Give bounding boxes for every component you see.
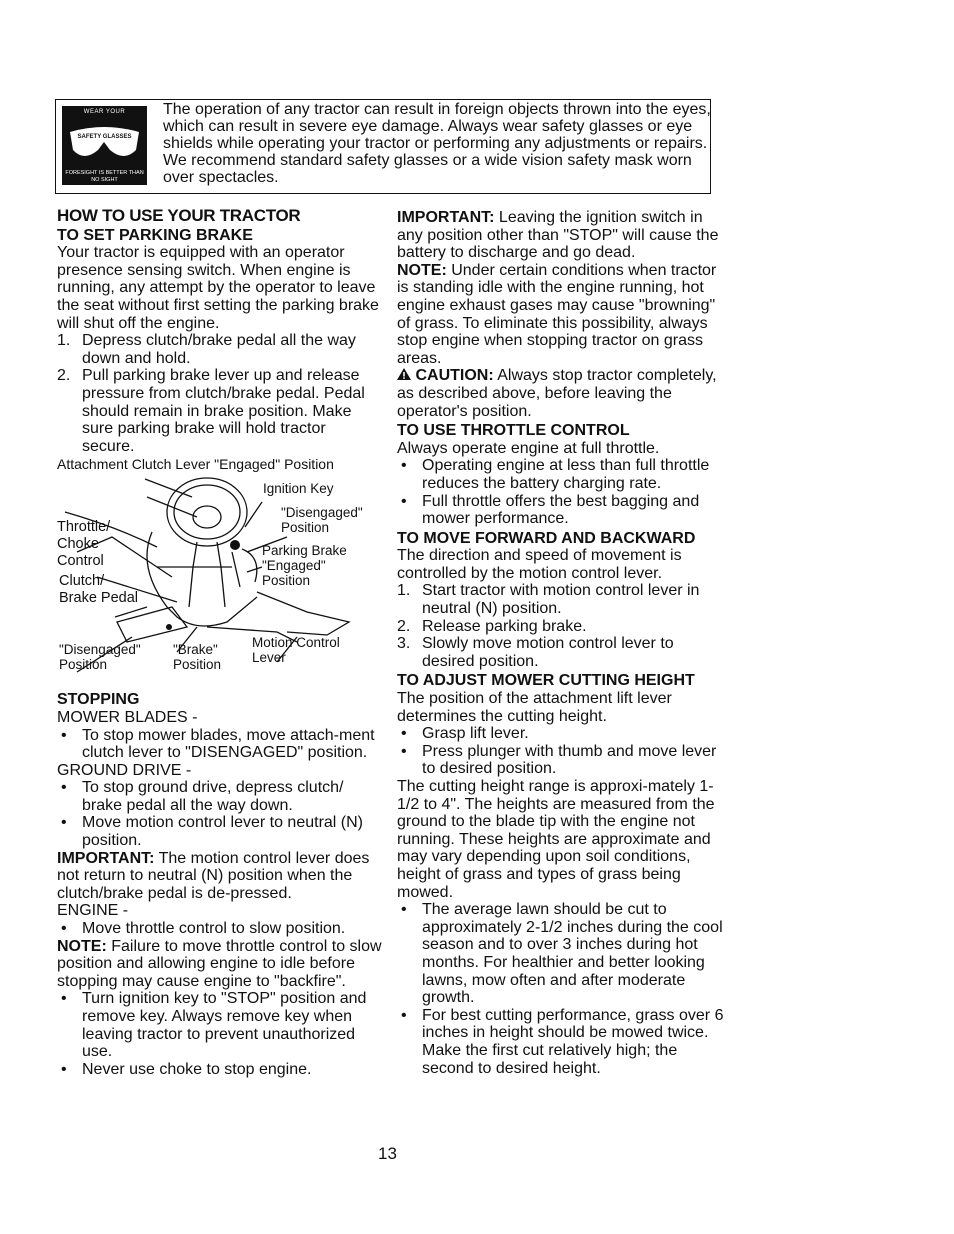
mower-blades-subheading: MOWER BLADES - <box>57 708 198 726</box>
cutting-height-heading: TO ADJUST MOWER CUTTING HEIGHT <box>397 672 695 690</box>
ground-drive-subheading: GROUND DRIVE - <box>57 761 192 779</box>
caution-icon <box>397 368 411 380</box>
page-number: 13 <box>378 1144 397 1163</box>
list-item: • Full throttle offers the best bagging and mower performance. <box>401 492 700 528</box>
list-item: 2. Pull parking brake lever up and release pressure from clutch/brake pedal. Pedal should remain in brake position. Make sure parking brake will hold tractor secure. <box>57 367 365 455</box>
list-item: 1. Depress clutch/brake pedal all the way down and hold. <box>57 332 356 367</box>
list-item: • Never use choke to stop engine. <box>61 1060 312 1078</box>
list-item: • For best cutting performance, grass over 6 inches in height should be mowed twice. Make the first cut relatively high; the second to desired height. <box>401 1006 724 1077</box>
brake-position-label: "Brake" Position <box>173 642 222 673</box>
controls-diagram <box>57 457 382 689</box>
move-text: The direction and speed of movement is controlled by the motion control lever. <box>397 547 682 582</box>
throttle-heading: TO USE THROTTLE CONTROL <box>397 422 630 440</box>
list-item: • To stop ground drive, depress clutch/ brake pedal all the way down. <box>61 779 344 814</box>
list-item: • Operating engine at less than full throttle reduces the battery charging rate. <box>401 457 710 492</box>
list-item: 3. Slowly move motion control lever to desired position. <box>397 635 674 670</box>
section-title: HOW TO USE YOUR TRACTOR <box>57 206 301 225</box>
safety-warning-box <box>55 99 711 194</box>
list-item: • To stop mower blades, move attach-ment clutch lever to "DISENGAGED" position. <box>61 726 375 762</box>
list-item: 1. Start tractor with motion control lever in neutral (N) position. <box>397 582 700 618</box>
throttle-text: Always operate engine at full throttle. <box>397 439 660 457</box>
list-item: • Move motion control lever to neutral (N) position. <box>61 814 363 850</box>
engine-subheading: ENGINE - <box>57 902 129 920</box>
attachment-clutch-caption: Attachment Clutch Lever "Engaged" Position <box>57 456 334 473</box>
caution-note: CAUTION: Always stop tractor completely, as described above, before leaving the operator's position. <box>397 367 717 420</box>
icon-mid-text: SAFETY GLASSES <box>77 134 132 140</box>
list-item: • Turn ignition key to "STOP" position and remove key. Always remove key when leaving tractor to prevent unauthorized use. <box>61 990 367 1061</box>
note: NOTE: Failure to move throttle control to slow position and allowing engine to idle before stopping may cause engine to "backfire". <box>57 937 382 990</box>
list-item: 2. Release parking brake. <box>397 617 587 635</box>
safety-glasses-icon <box>62 106 147 185</box>
list-item: • The average lawn should be cut to approximately 2-1/2 inches during the cool season and to over 3 inches during hot months. For healthier and better looking lawns, mow often and after moderate growth. <box>401 901 723 1007</box>
throttle-choke-label: Throttle/ Choke Control <box>57 519 111 570</box>
cutting-height-text: The position of the attachment lift lever determines the cutting height. <box>397 690 672 725</box>
move-heading: TO MOVE FORWARD AND BACKWARD <box>397 529 696 547</box>
list-item: • Move throttle control to slow position. <box>61 920 346 938</box>
disengaged-label: "Disengaged" Position <box>59 642 141 673</box>
glasses-icon <box>66 120 143 166</box>
motion-control-label: Motion Control Lever <box>252 635 340 666</box>
important-note: IMPORTANT: The motion control lever does not return to neutral (N) position when the clutch/brake pedal is de-pressed. <box>57 849 370 902</box>
parking-brake-text: Your tractor is equipped with an operator presence sensing switch. When engine is running, any attempt by the operator to leave the seat without first setting the parking brake will shut off the engine. <box>57 244 379 332</box>
left-column <box>57 207 382 1078</box>
ignition-key-label: Ignition Key <box>263 481 334 497</box>
disengaged-position-label: "Disengaged" Position <box>281 505 363 536</box>
note-browning: NOTE: Under certain conditions when tractor is standing idle with the engine running, hot engine exhaust gases may cause "browning" of grass. To eliminate this possibility, always stop engine when stopping tractor on grass areas. <box>397 261 717 367</box>
parking-brake-label: Parking Brake "Engaged" Position <box>262 543 347 589</box>
icon-top-text: WEAR YOUR <box>83 109 126 115</box>
list-item: • Press plunger with thumb and move lever to desired position. <box>401 742 717 778</box>
important-ignition: IMPORTANT: Leaving the ignition switch in any position other than "STOP" will cause the battery to discharge and go dead. <box>397 209 719 262</box>
list-item: • Grasp lift lever. <box>401 725 529 743</box>
warning-text: The operation of any tractor can result in foreign objects thrown into the eyes, which can result in severe eye damage. Always wear safety glasses or eye shields while operating your tractor or performing any adjustments or repairs. We recommend standard safety glasses or a wide vision safety mask worn over spectacles. <box>163 101 711 186</box>
icon-bottom-text: FORESIGHT IS BETTER THAN NO SIGHT <box>65 170 144 183</box>
stopping-heading: STOPPING <box>57 691 140 709</box>
clutch-brake-label: Clutch/ Brake Pedal <box>59 573 138 607</box>
parking-brake-heading: TO SET PARKING BRAKE <box>57 226 253 244</box>
cutting-height-range: The cutting height range is approxi-mately 1-1/2 to 4". The heights are measured from the ground to the blade tip with the engine not running. These heights are approximate and may vary depending upon soil conditions, height of grass and types of grass being mowed. <box>397 778 715 901</box>
right-column <box>397 209 727 1077</box>
